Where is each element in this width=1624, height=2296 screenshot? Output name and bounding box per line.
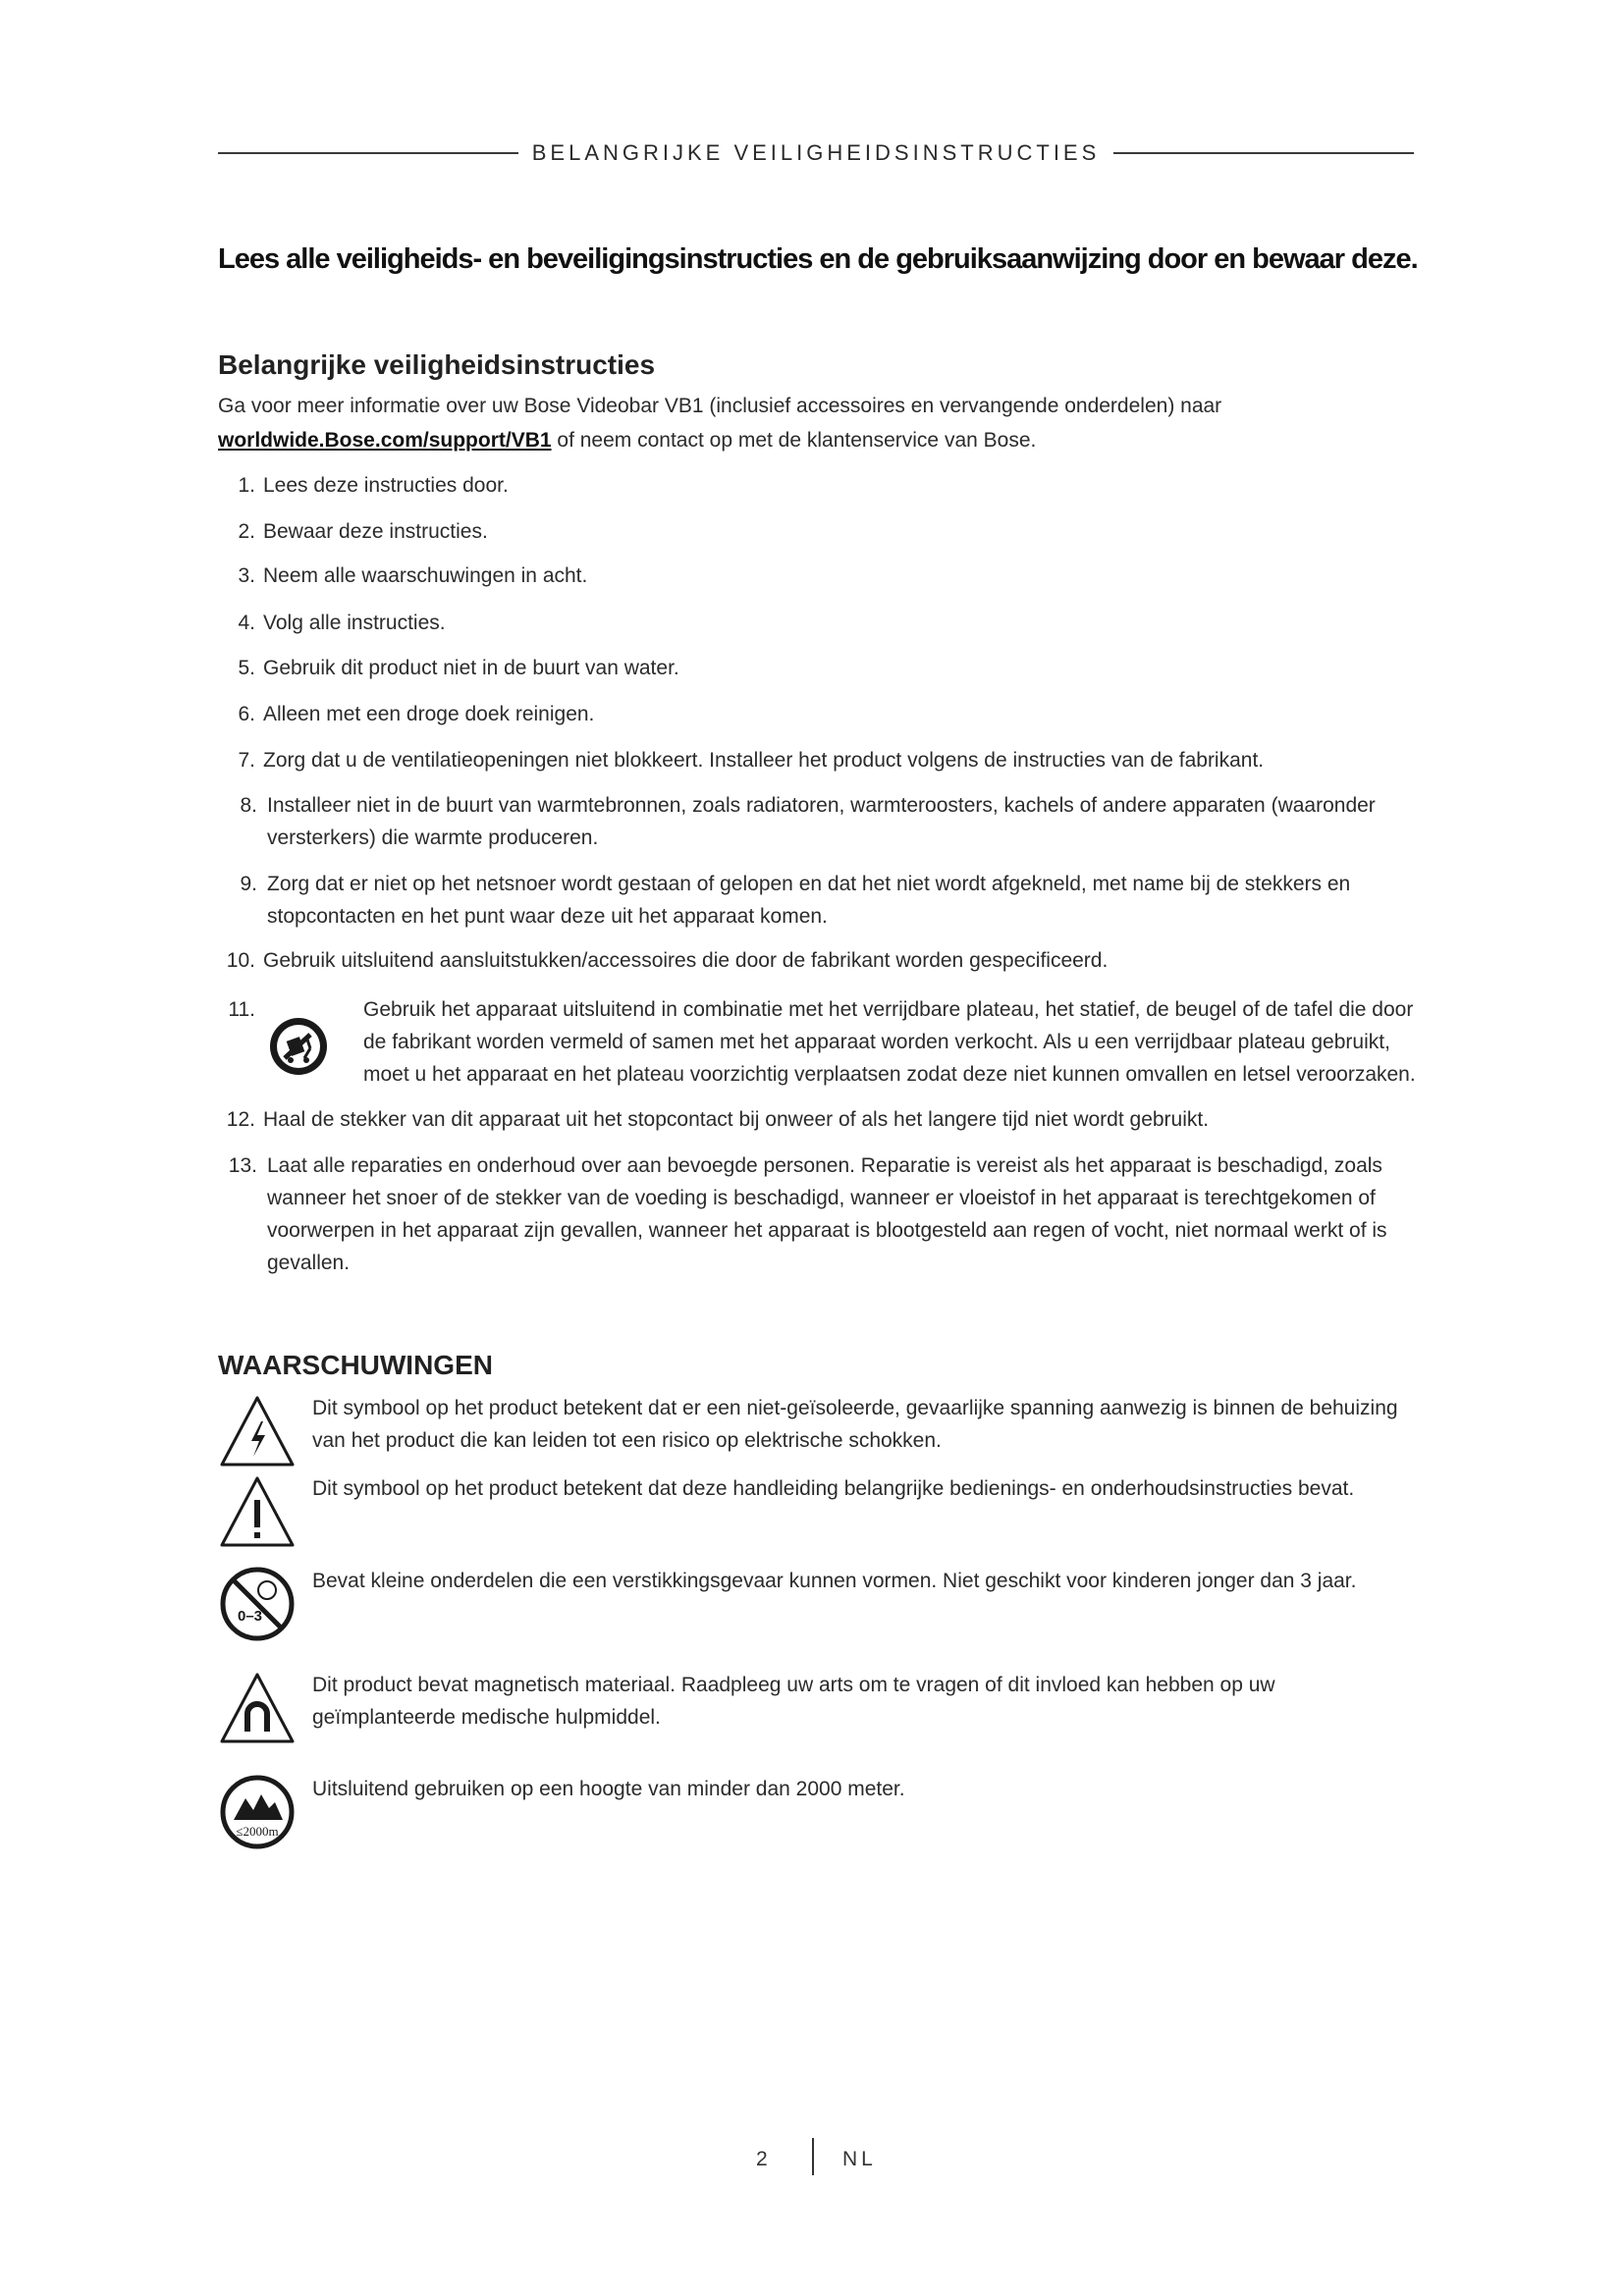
list-item-text: Bewaar deze instructies. [263,520,488,543]
warning-text: Bevat kleine onderdelen die een verstikkingsgevaar kunnen vormen. Niet geschikt voor kinderen jonger dan 3 jaar. [312,1570,1357,1592]
list-item-text: Alleen met een droge doek reinigen. [263,703,595,725]
list-item-text: Zorg dat er niet op het netsnoer wordt gestaan of gelopen en dat het niet wordt afgekneld, met name bij de stekkers en stopcontacten en het punt waar deze uit het apparaat komen. [267,873,1351,928]
page-number: 2 [756,2148,768,2170]
warning-text: Uitsluitend gebruiken op een hoogte van minder dan 2000 meter. [312,1778,905,1800]
list-item-number: 4. [238,612,255,634]
cart-tipover-icon [267,1015,330,1078]
section-intro-paragraph [218,389,1416,457]
list-item-text: Haal de stekker van dit apparaat uit het stopcontact bij onweer of als het langere tijd niet wordt gebruikt. [263,1108,1210,1131]
list-item-number: 6. [238,703,255,725]
list-item-number: 12. [226,1108,255,1131]
list-item-number: 1. [238,474,255,497]
altitude-icon [218,1773,297,1851]
list-item-number: 7. [238,749,255,772]
list-item-text: Neem alle waarschuwingen in acht. [263,564,588,587]
icon-label-age: 0–3 [238,1608,263,1625]
language-code: NL [842,2148,877,2170]
section-heading: Belangrijke veiligheidsinstructies [218,349,656,380]
warnings-heading: WAARSCHUWINGEN [218,1350,493,1380]
choking-hazard-icon [218,1565,297,1643]
list-item-text: Installeer niet in de buurt van warmtebronnen, zoals radiatoren, warmteroosters, kachels of andere apparaten (waaronder versterkers) die warmte produceren. [267,794,1376,849]
header-rule-left [218,152,518,154]
magnet-triangle-icon [218,1669,297,1747]
page-footer [0,2138,1624,2177]
page-header [218,135,1414,171]
header-rule-right [1113,152,1414,154]
warning-text: Dit symbool op het product betekent dat deze handleiding belangrijke bedienings- en onderhoudsinstructies bevat. [312,1477,1355,1500]
exclamation-triangle-icon [218,1472,297,1551]
header-title: BELANGRIJKE VEILIGHEIDSINSTRUCTIES [531,140,1101,165]
intro-heading: Lees alle veiligheids- en beveiligingsinstructies en de gebruiksaanwijzing door en bewaar deze. [218,243,1418,275]
list-item-number: 3. [238,564,255,587]
list-item-text: Lees deze instructies door. [263,474,509,497]
paragraph-text-rest: of neem contact op met de klantenservice van Bose. [551,429,1037,452]
list-item-text: Laat alle reparaties en onderhoud over aan bevoegde personen. Reparatie is vereist als het apparaat is beschadigd, zoals wanneer het snoer of de stekker van de voeding is beschadigd, wanneer er vloeistof in het apparaat is terechtgekomen of voorwerpen in het apparaat zijn gevallen, wanneer het apparaat is blootgesteld aan regen of vocht, niet normaal werkt of is gevallen. [267,1154,1387,1274]
list-item-number: 8. [240,794,257,817]
list-item-text: Volg alle instructies. [263,612,446,634]
list-item-number: 5. [238,657,255,679]
lightning-triangle-icon [218,1392,297,1470]
list-item-text: Gebruik uitsluitend aansluitstukken/accessoires die door de fabrikant worden gespecificeerd. [263,949,1109,972]
list-item-number: 13. [228,1154,257,1177]
list-item-number: 2. [238,520,255,543]
warning-text: Dit symbool op het product betekent dat er een niet-geïsoleerde, gevaarlijke spanning aanwezig is binnen de behuizing van het product die kan leiden tot een risico op elektrische schokken. [312,1397,1398,1452]
icon-label-altitude: ≤2000m [236,1824,279,1839]
footer-divider [812,2138,814,2175]
list-item-number: 11. [228,998,255,1021]
list-item-text: Zorg dat u de ventilatieopeningen niet blokkeert. Installeer het product volgens de instructies van de fabrikant. [263,749,1265,772]
paragraph-text: Ga voor meer informatie over uw Bose Videobar VB1 (inclusief accessoires en vervangende onderdelen) naar [218,395,1222,417]
warning-text: Dit product bevat magnetisch materiaal. Raadpleeg uw arts om te vragen of dit invloed kan hebben op uw geïmplanteerde medische hulpmiddel. [312,1674,1275,1729]
list-item-number: 10. [226,949,255,972]
support-link[interactable]: worldwide.Bose.com/support/VB1 [218,429,552,452]
list-item-number: 9. [240,873,257,895]
list-item-text: Gebruik het apparaat uitsluitend in combinatie met het verrijdbare plateau, het statief, de beugel of de tafel die door de fabrikant worden vermeld of samen met het apparaat worden verkocht. Als u een verrijdbaar plateau gebruikt, moet u het apparaat en het plateau voorzichtig verplaatsen zodat deze niet kunnen omvallen en letsel veroorzaken. [363,998,1416,1086]
list-item-text: Gebruik dit product niet in de buurt van water. [263,657,679,679]
